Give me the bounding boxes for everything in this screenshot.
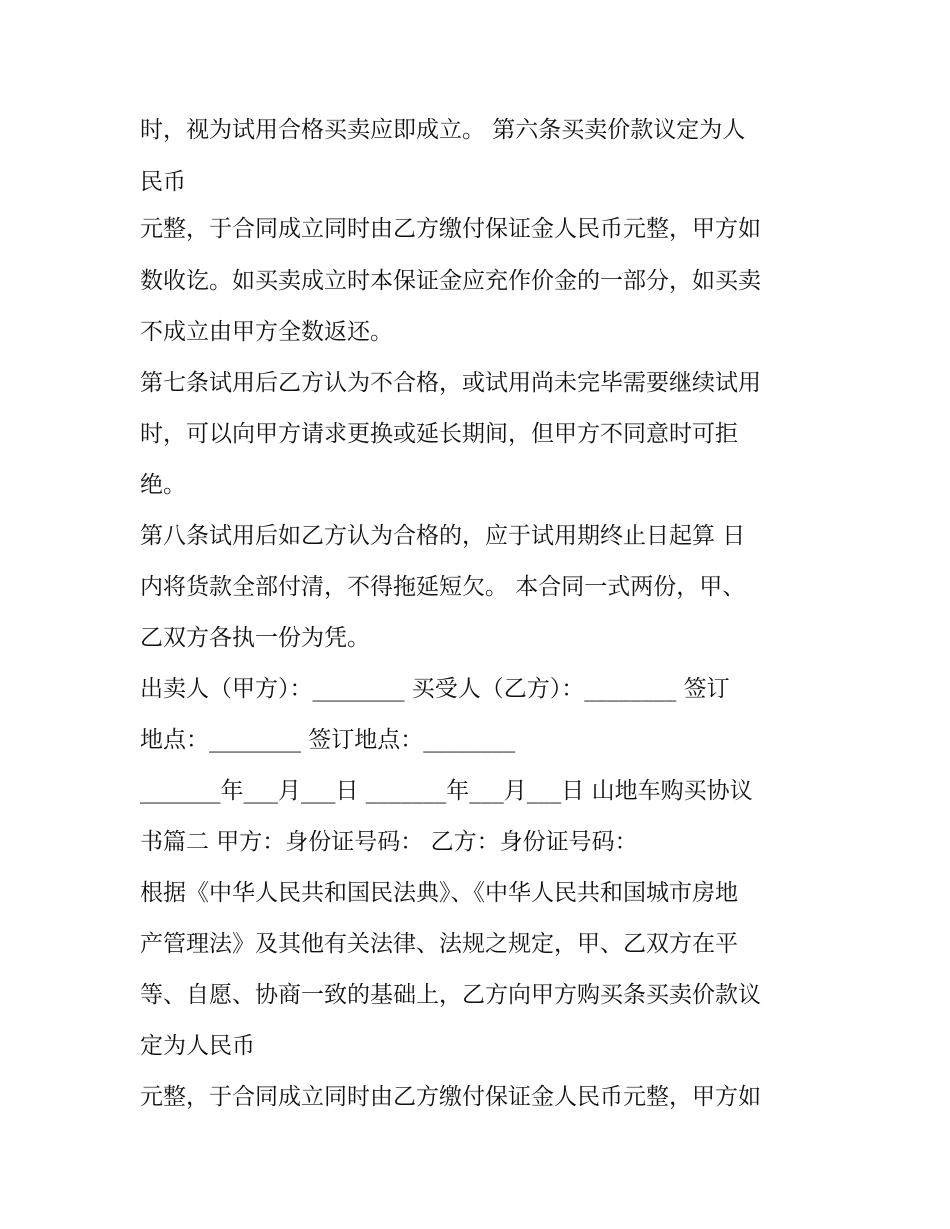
text-line: 根据《中华人民共和国民法典》、《中华人民共和国城市房地	[140, 880, 738, 906]
text-line: 第七条试用后乙方认为不合格，或试用尚未完毕需要继续试用	[140, 370, 761, 396]
text-line: 第八条试用后如乙方认为合格的，应于试用期终止日起算 日	[140, 523, 746, 549]
text-line: 不成立由甲方全数返还。	[140, 319, 393, 345]
text-line: 定为人民币	[140, 1033, 255, 1059]
text-line: 元整，于合同成立同时由乙方缴付保证金人民币元整，甲方如	[140, 1084, 761, 1110]
text-line: 绝。	[140, 472, 186, 498]
signature-line: 地点：________ 签订地点：________	[140, 727, 516, 753]
text-line: 时，视为试用合格买卖应即成立。 第六条买卖价款议定为人	[140, 117, 746, 143]
text-line: 等、自愿、协商一致的基础上，乙方向甲方购买条买卖价款议	[140, 982, 761, 1008]
text-line: 民币	[140, 169, 186, 195]
text-line: 书篇二 甲方：身份证号码： 乙方：身份证号码：	[140, 829, 638, 855]
text-line: 内将货款全部付清，不得拖延短欠。 本合同一式两份，甲、	[140, 574, 746, 600]
signature-line: 出卖人（甲方）：________ 买受人（乙方）：________ 签订	[140, 676, 730, 702]
date-line: _______年___月___日 _______年___月___日 山地车购买协议	[140, 778, 753, 804]
text-line: 产管理法》及其他有关法律、法规之规定，甲、乙双方在平	[140, 931, 738, 957]
text-line: 元整，于合同成立同时由乙方缴付保证金人民币元整，甲方如	[140, 216, 761, 242]
text-line: 乙双方各执一份为凭。	[140, 625, 370, 651]
text-line: 时，可以向甲方请求更换或延长期间，但甲方不同意时可拒	[140, 421, 738, 447]
text-line: 数收讫。如买卖成立时本保证金应充作价金的一部分，如买卖	[140, 268, 761, 294]
